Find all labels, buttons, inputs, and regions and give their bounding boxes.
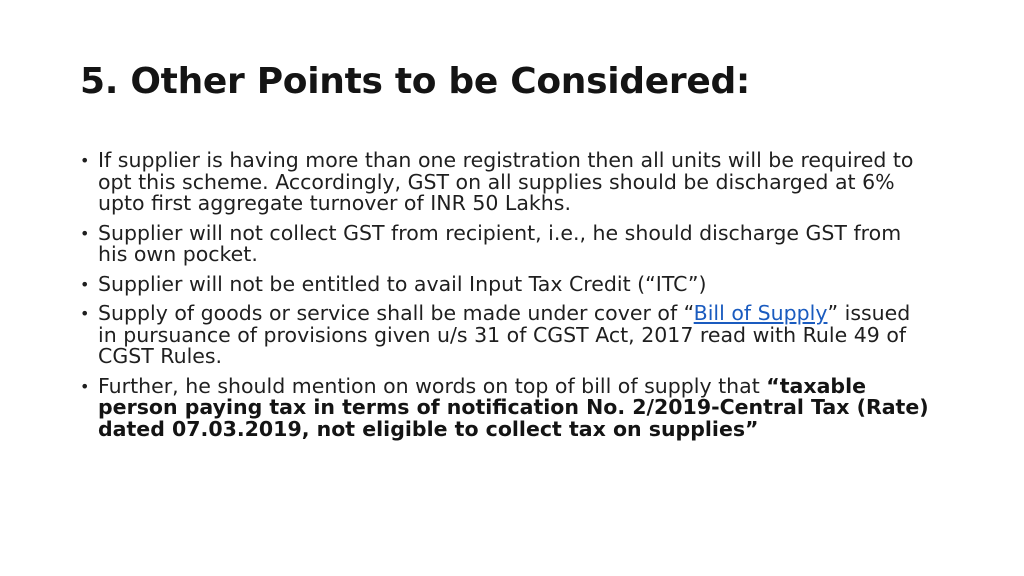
bullet-dot: •	[80, 151, 90, 170]
bullet-dot: •	[80, 223, 90, 243]
bullet-text: Supplier will not collect GST from recipient, i.e., he should discharge GST from his own pocket.	[98, 220, 902, 266]
bullet-dot: •	[80, 376, 90, 396]
bullet-item	[80, 150, 930, 215]
bullet-dot: •	[80, 274, 90, 294]
bullet-item	[80, 271, 930, 296]
bullet-text-before-link: Supply of goods or service shall be made under cover of “	[98, 301, 694, 325]
bullet-text: Further, he should mention on words on top of bill of supply that	[98, 373, 767, 398]
bullet-item	[80, 373, 930, 441]
bullet-list	[80, 150, 930, 448]
bullet-item	[80, 220, 930, 266]
bill-of-supply-link[interactable]: Bill of Supply	[693, 301, 828, 325]
slide-title: 5. Other Points to be Considered:	[80, 61, 751, 102]
bullet-text-after-link: ” issued in pursuance of provisions given u/s 31 of CGST Act, 2017 read with Rule 49 of CGST Rules.	[98, 301, 911, 368]
bullet-text: Supplier will not be entitled to avail Input Tax Credit (“ITC”)	[98, 271, 707, 296]
bullet-item	[80, 303, 930, 368]
bullet-bold-text: “taxable person paying tax in terms of notification No. 2/2019-Central Tax (Rate) dated 07.03.2019, not eligible to collect tax on supplies”	[98, 373, 929, 441]
bullet-text: If supplier is having more than one registration then all units will be required to opt this scheme. Accordingly, GST on all supplies should be discharged at 6% upto first aggregate turnover of INR 50 Lakhs.	[98, 148, 914, 215]
bullet-dot: •	[80, 304, 90, 323]
